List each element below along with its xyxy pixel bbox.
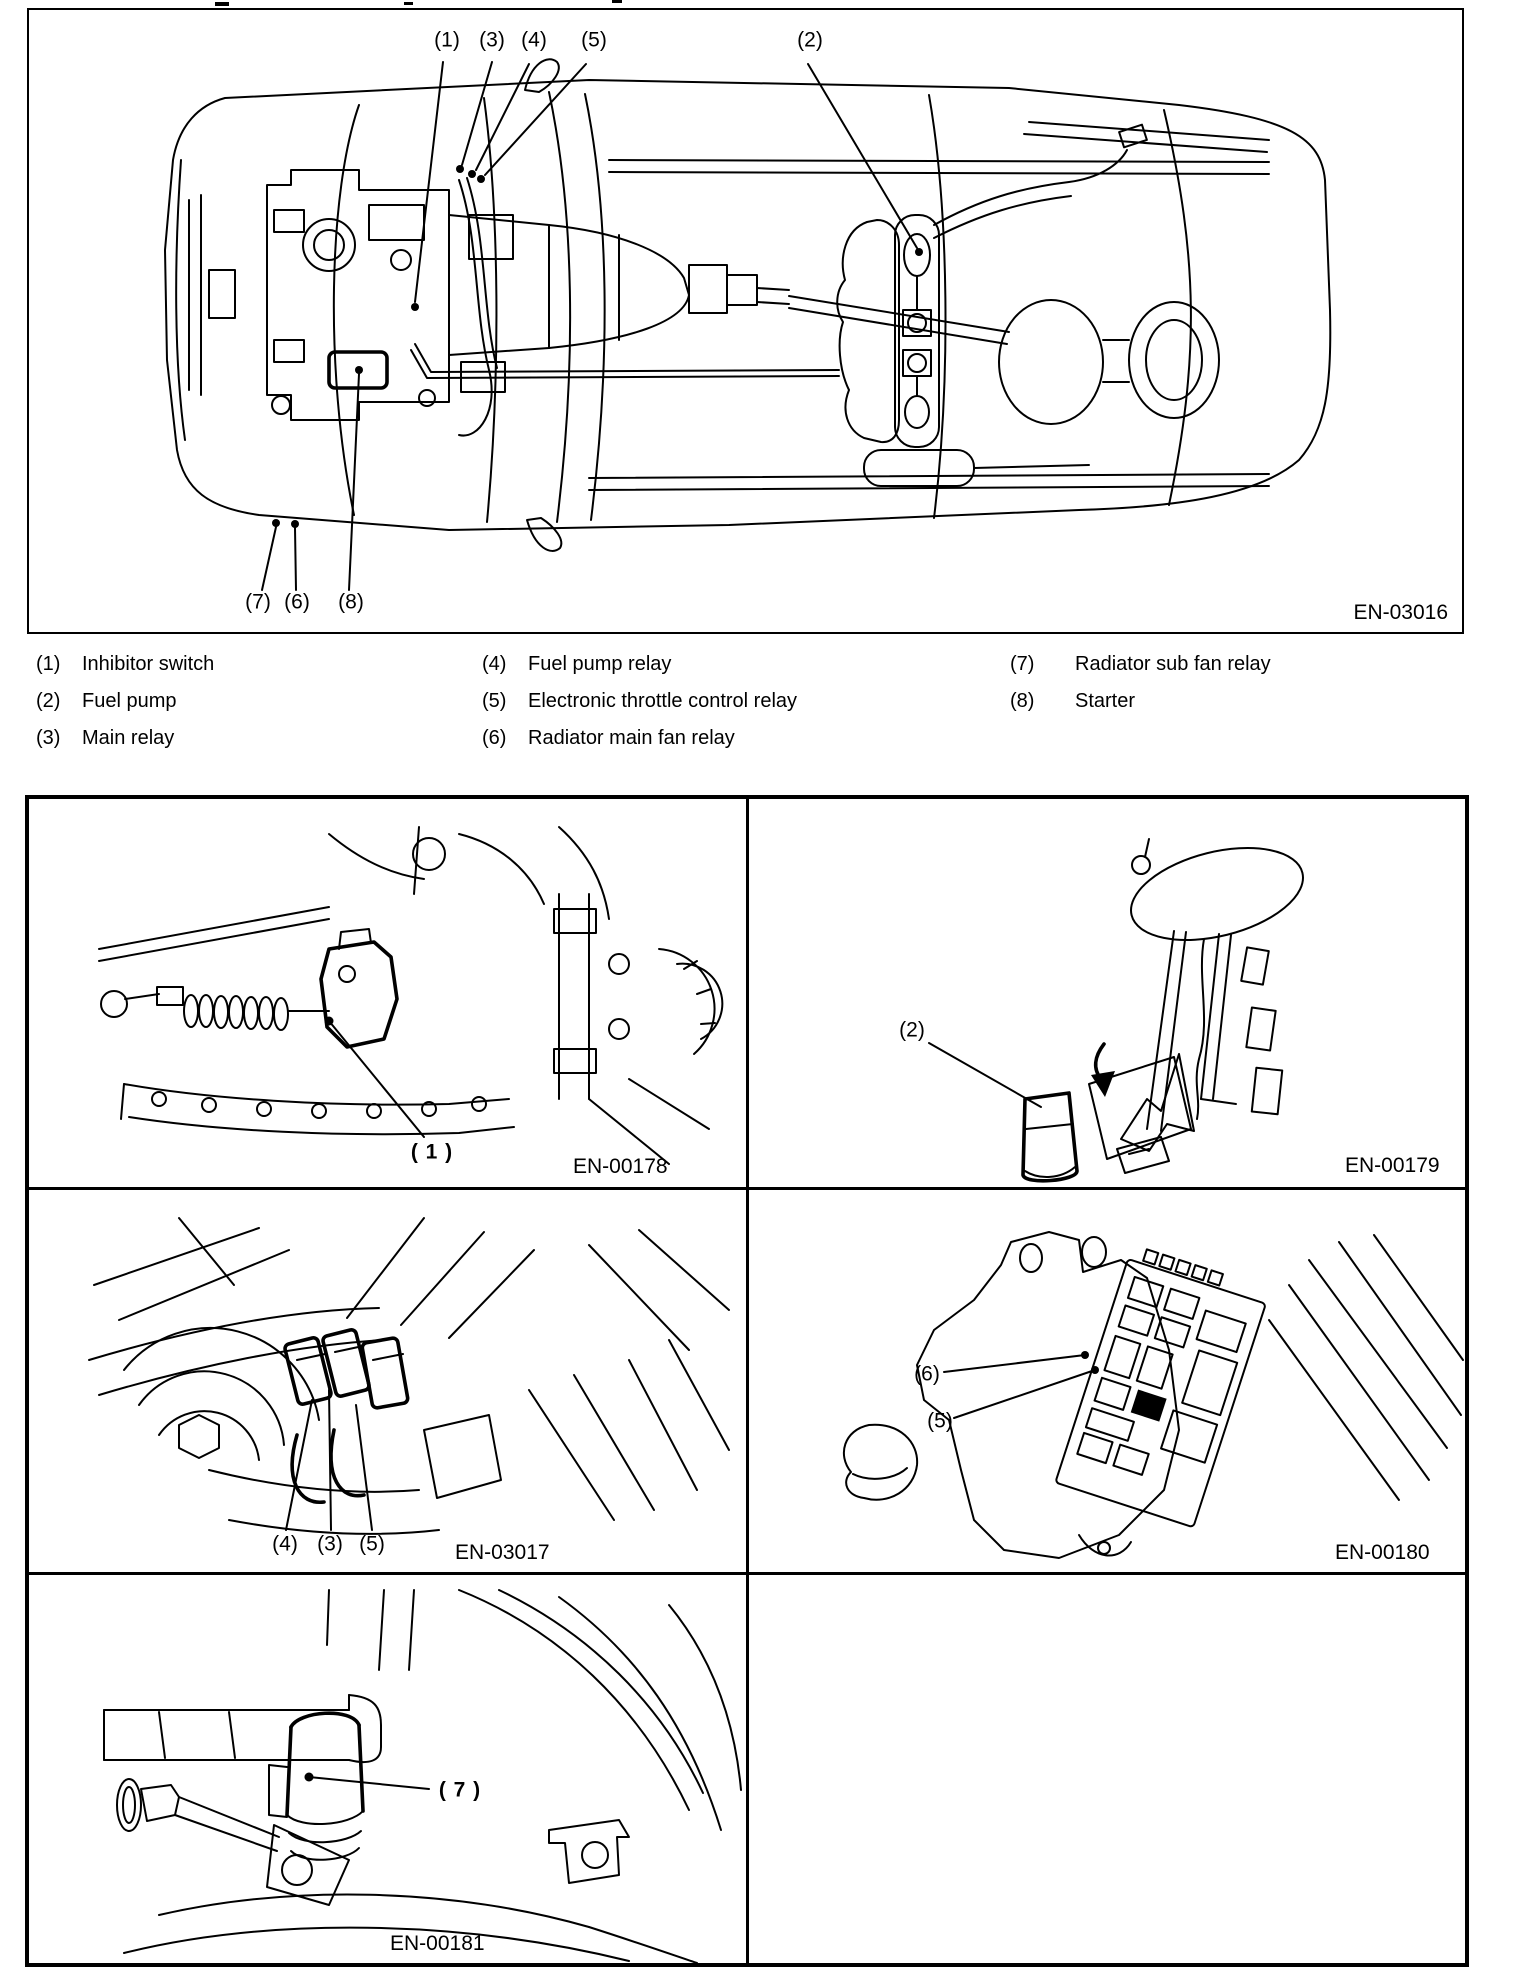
figure-id: EN-00179 [1345, 1154, 1440, 1177]
car-top-view-drawing [29, 10, 1462, 632]
panel-sub-fan-relay [29, 1575, 746, 1963]
detail-callout-2: (2) [899, 1018, 925, 1042]
fuel-pump-drawing [749, 799, 1465, 1187]
sub-fan-relay-drawing [29, 1575, 746, 1963]
overview-callout-7: (7) [245, 590, 271, 614]
overview-callout-5: (5) [581, 28, 607, 52]
overview-callout-1: (1) [434, 28, 460, 52]
panel-empty [749, 1575, 1465, 1963]
panel-inhibitor-switch [29, 799, 746, 1187]
panel-engine-fuse-box [749, 1190, 1465, 1572]
legend-num: (4) [482, 653, 507, 675]
legend-num: (5) [482, 690, 507, 712]
figure-id: EN-00180 [1335, 1541, 1430, 1564]
crop-mark [215, 2, 229, 6]
figure-id: EN-00181 [390, 1932, 485, 1955]
panel-dash-relays [29, 1190, 746, 1572]
detail-panels-grid [25, 795, 1469, 1967]
legend-label: Radiator sub fan relay [1075, 653, 1271, 675]
legend-num: (3) [36, 727, 61, 749]
detail-callout-5: (5) [359, 1532, 385, 1556]
legend-label: Electronic throttle control relay [528, 690, 798, 712]
legend-num: (6) [482, 727, 507, 749]
legend-label: Fuel pump relay [528, 653, 672, 675]
detail-callout-6: (6) [914, 1362, 940, 1386]
detail-callout-7: ( 7 ) [438, 1778, 482, 1802]
panel-fuel-pump [749, 799, 1465, 1187]
legend-label: Main relay [82, 727, 175, 749]
overview-callout-4: (4) [521, 28, 547, 52]
detail-callout-3: (3) [317, 1532, 343, 1556]
detail-callout-5b: (5) [927, 1409, 953, 1433]
inhibitor-switch-drawing [29, 799, 746, 1187]
legend-label: Starter [1075, 690, 1136, 712]
overview-figure-panel [27, 8, 1464, 634]
figure-id: EN-00178 [573, 1155, 668, 1178]
legend-num: (7) [1010, 653, 1035, 675]
overview-callout-2: (2) [797, 28, 823, 52]
fuse-box-drawing [749, 1190, 1465, 1572]
legend-num: (2) [36, 690, 61, 712]
legend-num: (1) [36, 653, 61, 675]
legend-label: Inhibitor switch [82, 653, 215, 675]
legend-label: Fuel pump [82, 690, 177, 712]
figure-id-overview: EN-03016 [1353, 601, 1448, 624]
overview-callout-8: (8) [338, 590, 364, 614]
detail-callout-1: ( 1 ) [410, 1140, 454, 1164]
crop-mark [612, 0, 622, 3]
figure-id: EN-03017 [455, 1541, 550, 1564]
legend-label: Radiator main fan relay [528, 727, 735, 749]
legend-num: (8) [1010, 690, 1035, 712]
crop-mark [404, 2, 413, 5]
detail-callout-4: (4) [272, 1532, 298, 1556]
overview-callout-6: (6) [284, 590, 310, 614]
overview-callout-3: (3) [479, 28, 505, 52]
dash-relays-drawing [29, 1190, 746, 1572]
